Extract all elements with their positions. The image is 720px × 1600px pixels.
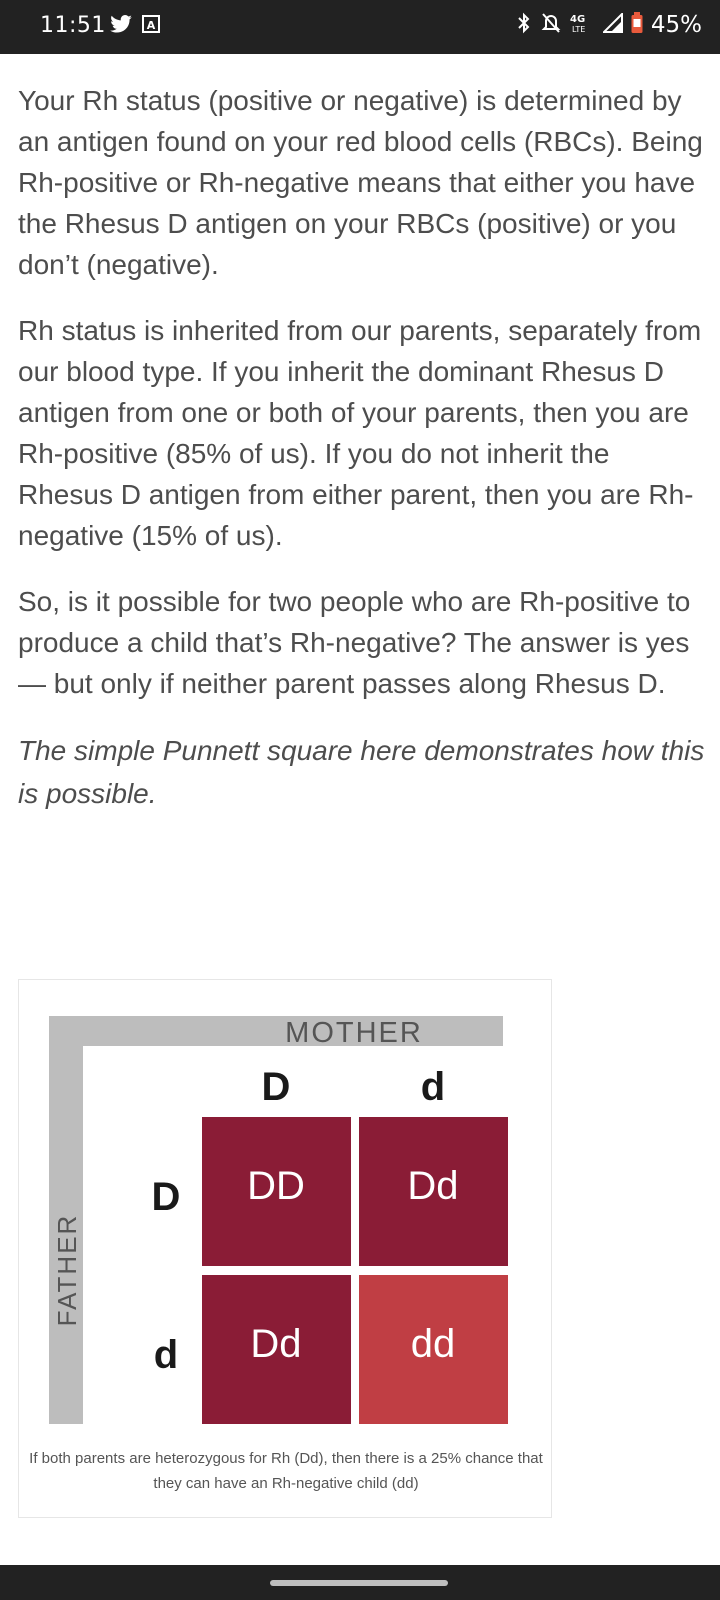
mother-allele-2: d [420, 1065, 446, 1109]
cell-genotype-label: Dd [407, 1164, 459, 1208]
font-a-icon [142, 15, 160, 37]
bluetooth-icon [515, 12, 533, 38]
father-label: FATHER [52, 1213, 82, 1327]
twitter-icon [110, 15, 132, 37]
status-bar [0, 0, 720, 54]
mute-icon [541, 12, 561, 38]
signal-icon [603, 13, 623, 37]
battery-percent: 45% [650, 12, 702, 38]
mother-label: MOTHER [285, 1017, 423, 1049]
status-left-icons [110, 15, 160, 37]
home-gesture-handle[interactable] [270, 1580, 448, 1586]
battery-icon [631, 12, 643, 38]
figure-intro-italic: The simple Punnett square here demonstrates how this is possible. [18, 735, 705, 809]
cell-genotype-label: DD [247, 1164, 305, 1208]
status-time: 11:51 [40, 13, 106, 38]
article-body [18, 80, 708, 840]
figure-caption: If both parents are heterozygous for Rh (Dd), then there is a 25% chance that they can have an Rh-negative child (dd) [29, 1450, 543, 1492]
svg-text:A: A [146, 19, 156, 32]
navigation-bar [0, 1565, 720, 1600]
father-allele-2: d [153, 1333, 179, 1377]
svg-text:LTE: LTE [571, 25, 586, 34]
lte-icon [569, 12, 595, 38]
punnett-square-diagram [19, 980, 553, 1440]
svg-text:4G: 4G [569, 14, 586, 25]
status-right-icons [515, 12, 702, 38]
mother-bracket [49, 1016, 503, 1046]
article-paragraph: So, is it possible for two people who are Rh-positive to produce a child that’s Rh-negative? The answer is yes — but only if neither parent passes along Rhesus D. [18, 586, 691, 699]
cell-genotype-label: Dd [250, 1322, 302, 1366]
mother-allele-1: D [261, 1065, 291, 1109]
article-paragraph: Your Rh status (positive or negative) is determined by an antigen found on your red blood cells (RBCs). Being Rh-positive or Rh-negative means that either you have the Rhesus D antigen on your RBCs (positive) or you don’t (negative). [18, 85, 703, 280]
punnett-square-figure [18, 979, 552, 1518]
cell-genotype-label: dd [410, 1322, 456, 1366]
article-paragraph: Rh status is inherited from our parents, separately from our blood type. If you inherit the dominant Rhesus D antigen from one or both of your parents, then you are Rh-positive (85% of us). If you do not inherit the Rhesus D antigen from either parent, then you are Rh-negative (15% of us). [18, 315, 702, 551]
father-allele-1: D [151, 1175, 181, 1219]
